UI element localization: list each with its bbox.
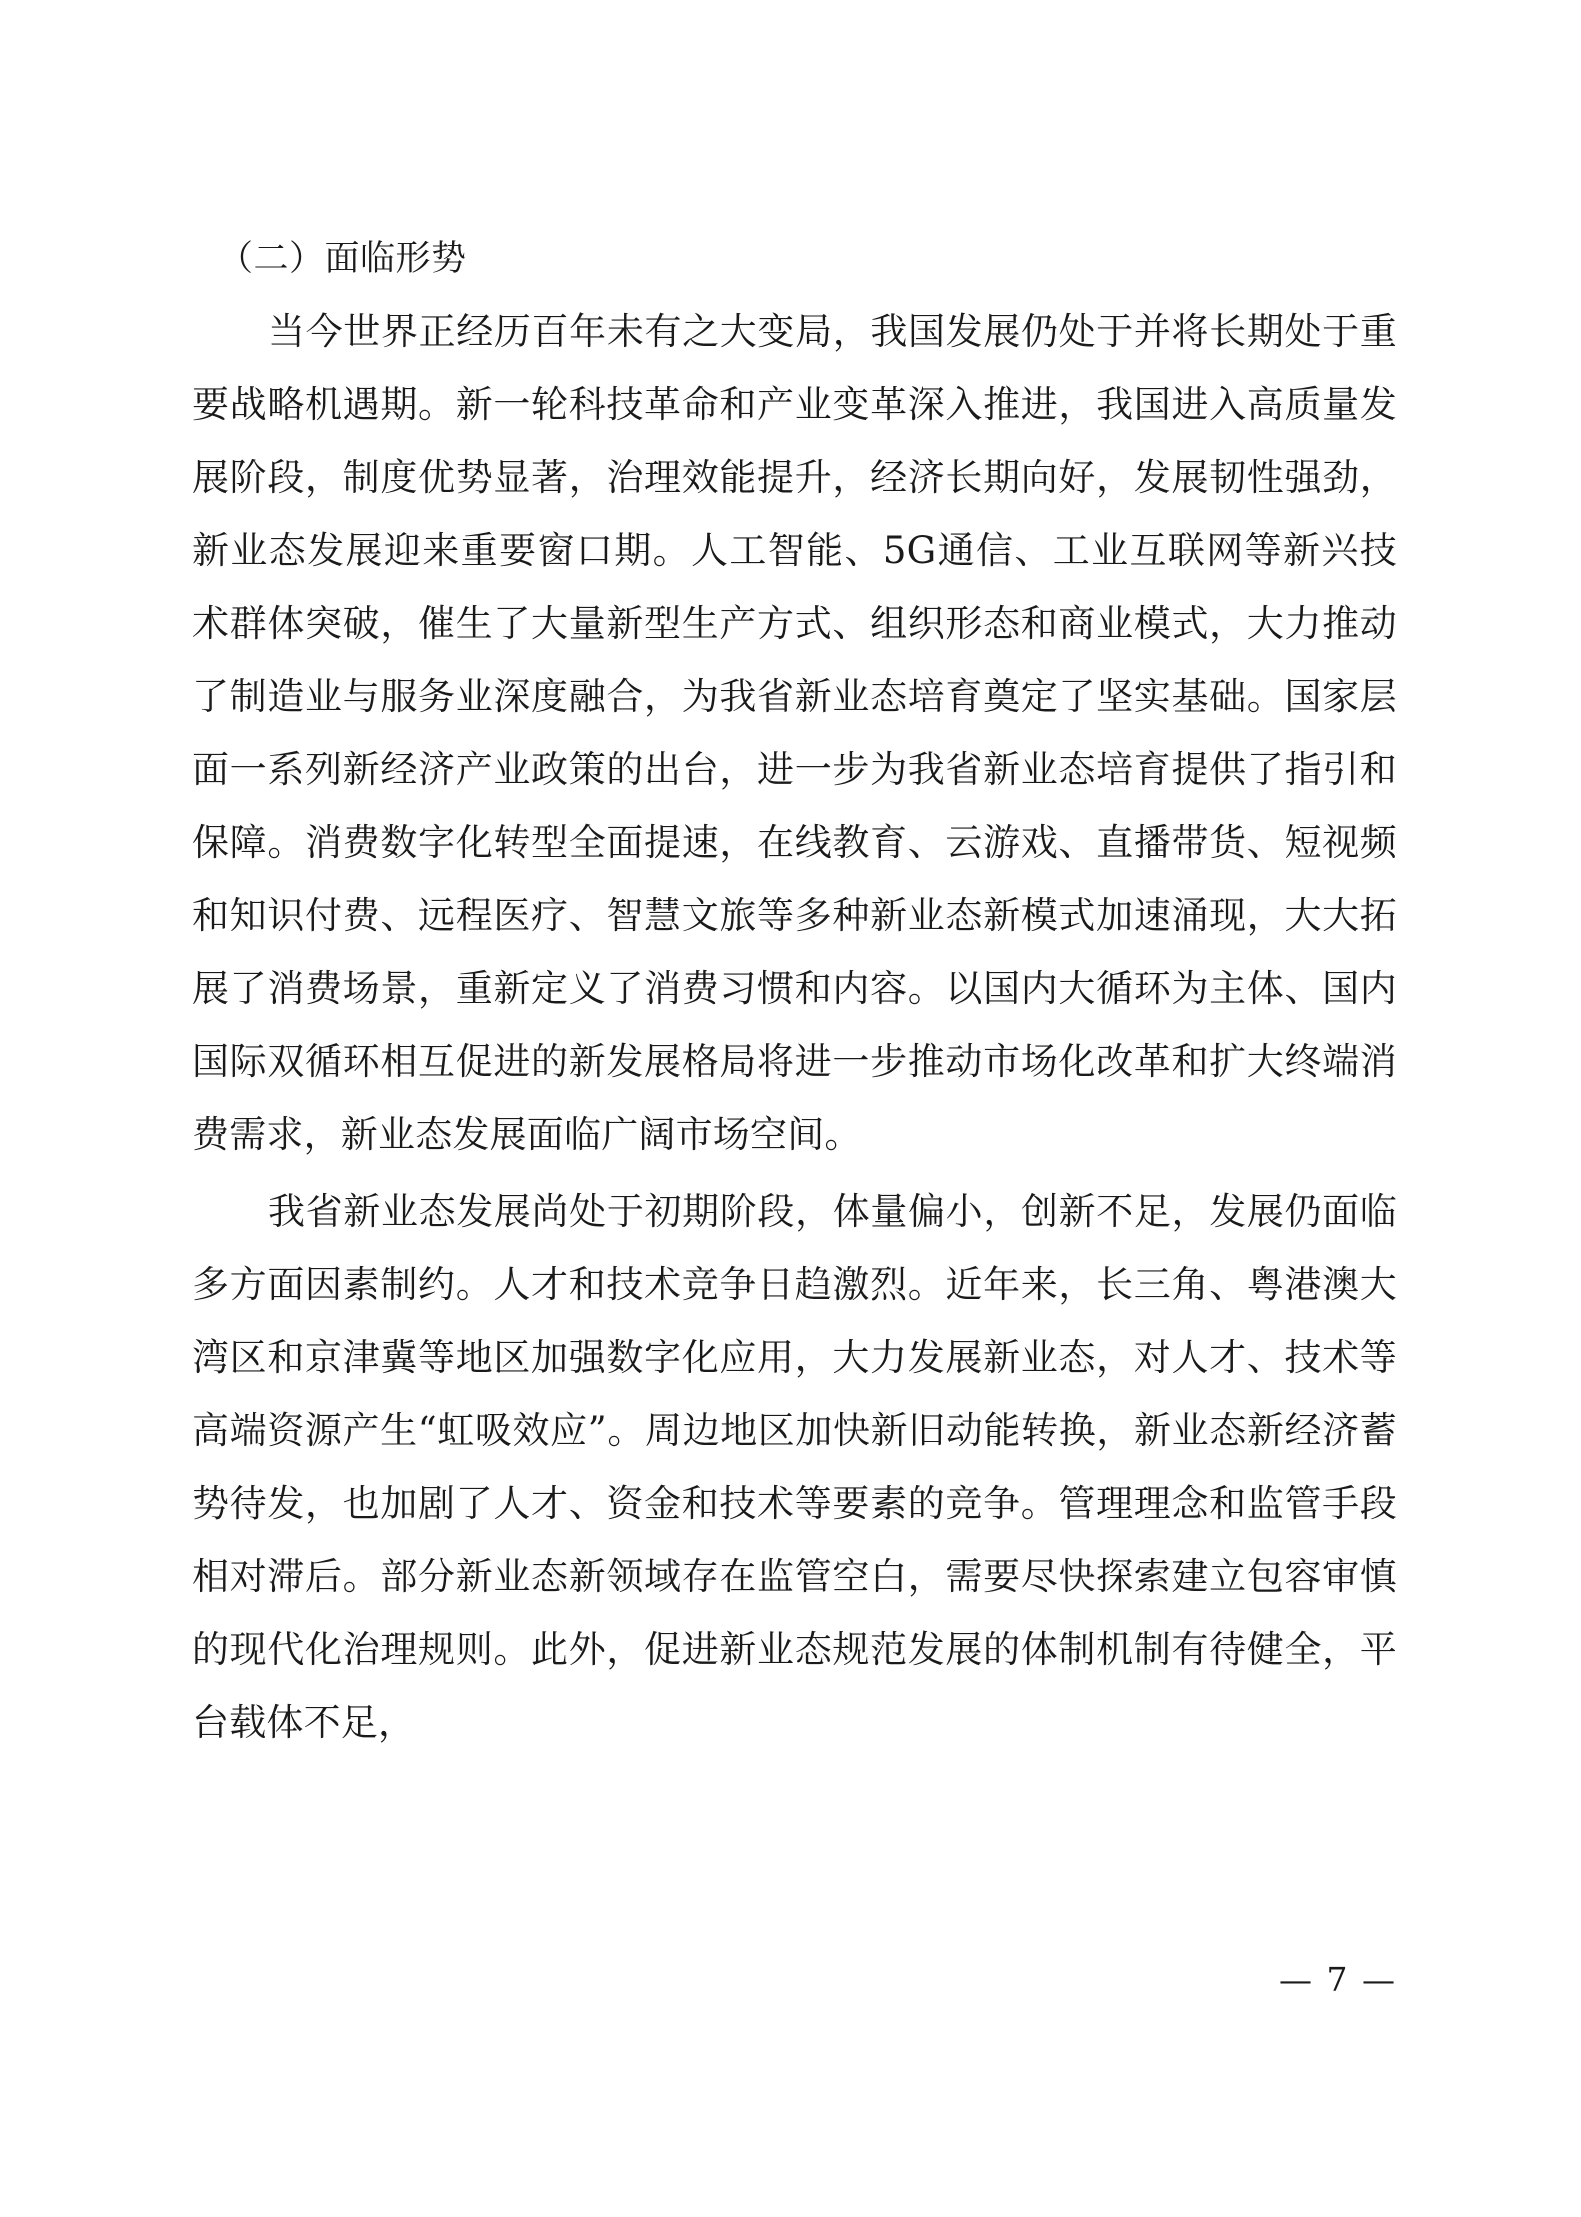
page-content — [192, 236, 1397, 1763]
paragraph-2: 我省新业态发展尚处于初期阶段，体量偏小，创新不足，发展仍面临多方面因素制约。人才和技术竞争日趋激烈。近年来，长三角、粤港澳大湾区和京津冀等地区加强数字化应用，大力发展新业态，对人才、技术等高端资源产生“虹吸效应”。周边地区加快新旧动能转换，新业态新经济蓄势待发，也加剧了人才、资金和技术等要素的竞争。管理理念和监管手段相对滞后。部分新业态新领域存在监管空白，需要尽快探索建立包容审慎的现代化治理规则。此外，促进新业态规范发展的体制机制有待健全，平台载体不足， — [192, 1190, 1397, 1745]
section-heading: （二）面临形势 — [218, 239, 467, 279]
page-number: — 7 — — [1279, 1960, 1397, 1999]
paragraph-1: 当今世界正经历百年未有之大变局，我国发展仍处于并将长期处于重要战略机遇期。新一轮科技革命和产业变革深入推进，我国进入高质量发展阶段，制度优势显著，治理效能提升，经济长期向好，发展韧性强劲，新业态发展迎来重要窗口期。人工智能、5G通信、工业互联网等新兴技术群体突破，催生了大量新型生产方式、组织形态和商业模式，大力推动了制造业与服务业深度融合，为我省新业态培育奠定了坚实基础。国家层面一系列新经济产业政策的出台，进一步为我省新业态培育提供了指引和保障。消费数字化转型全面提速，在线教育、云游戏、直播带货、短视频和知识付费、远程医疗、智慧文旅等多种新业态新模式加速涌现，大大拓展了消费场景，重新定义了消费习惯和内容。以国内大循环为主体、国内国际双循环相互促进的新发展格局将进一步推动市场化改革和扩大终端消费需求，新业态发展面临广阔市场空间。 — [192, 310, 1397, 1157]
